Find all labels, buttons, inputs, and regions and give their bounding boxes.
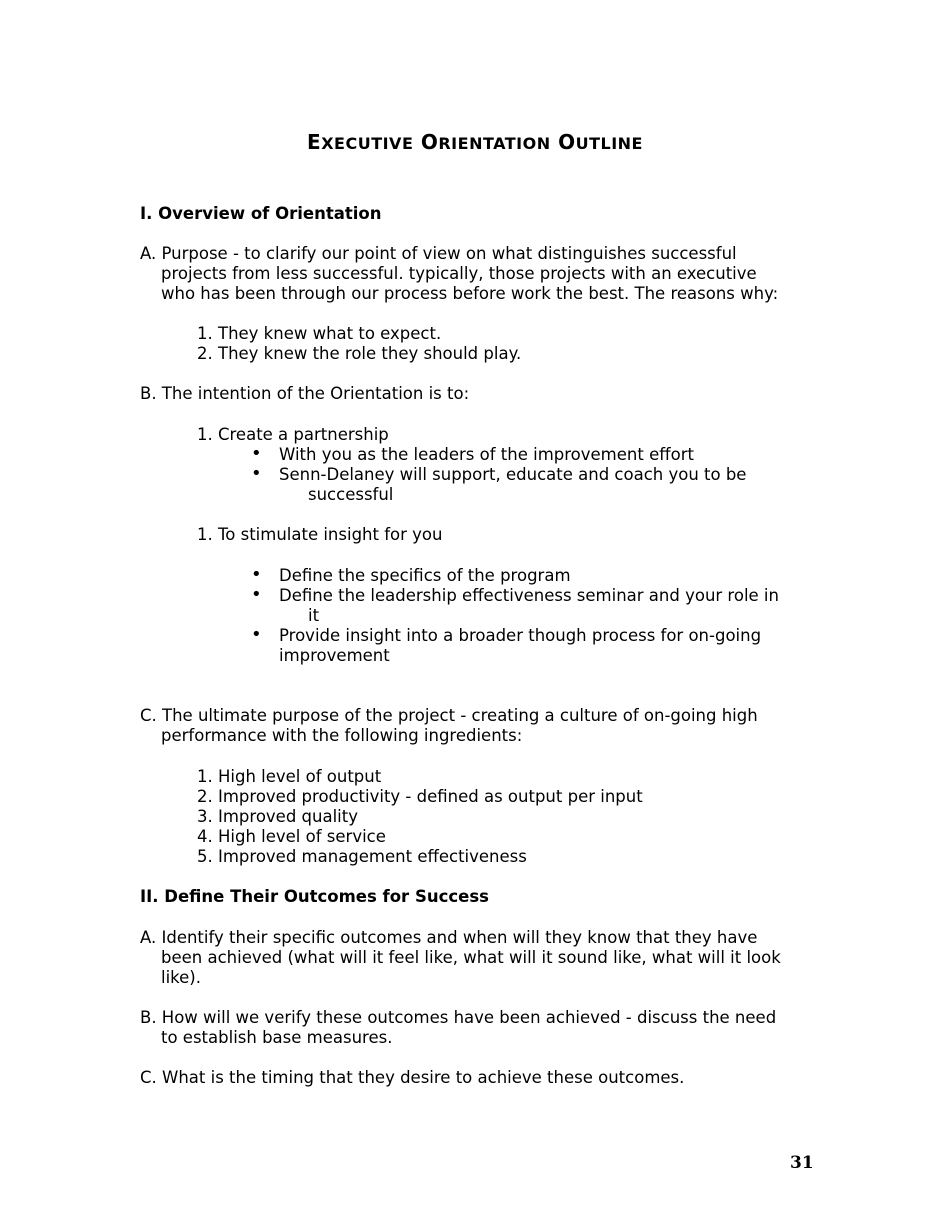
- bullet-icon: •: [251, 624, 262, 645]
- section-1-c-line2: performance with the following ingredients:: [161, 726, 523, 745]
- section-2-b-line1: B. How will we verify these outcomes have been achieved - discuss the need: [140, 1008, 777, 1027]
- list-item: 1. Create a partnership: [197, 425, 389, 444]
- title-part: E: [307, 130, 322, 154]
- bullet-item: Provide insight into a broader though process for on-going: [279, 626, 762, 645]
- bullet-item-continuation: improvement: [279, 646, 390, 665]
- bullet-item: With you as the leaders of the improvement effort: [279, 445, 694, 464]
- bullet-item-continuation: it: [308, 606, 320, 625]
- section-1-b-line1: B. The intention of the Orientation is to:: [140, 384, 470, 403]
- section-1-heading: I. Overview of Orientation: [140, 204, 382, 223]
- section-2-a-line1: A. Identify their specific outcomes and when will they know that they have: [140, 928, 758, 947]
- section-2-c-line1: C. What is the timing that they desire to achieve these outcomes.: [140, 1068, 685, 1087]
- bullet-icon: •: [251, 564, 262, 585]
- bullet-item-continuation: successful: [308, 485, 394, 504]
- section-1-a-line1: A. Purpose - to clarify our point of view on what distinguishes successful: [140, 244, 737, 263]
- bullet-item: Define the specifics of the program: [279, 566, 571, 585]
- title-part: O: [420, 130, 439, 154]
- section-2-heading: II. Define Their Outcomes for Success: [140, 887, 489, 906]
- list-item: 3. Improved quality: [197, 807, 358, 826]
- list-item: 5. Improved management effectiveness: [197, 847, 527, 866]
- list-item: 2. Improved productivity - defined as output per input: [197, 787, 643, 806]
- bullet-item: Define the leadership effectiveness seminar and your role in: [279, 586, 779, 605]
- section-1-c-line1: C. The ultimate purpose of the project - creating a culture of on-going high: [140, 706, 758, 725]
- bullet-icon: •: [251, 443, 262, 464]
- list-item: 2. They knew the role they should play.: [197, 344, 522, 363]
- title-part: O: [558, 130, 576, 154]
- title-part: XECUTIVE: [321, 134, 414, 153]
- bullet-icon: •: [251, 463, 262, 484]
- page-number: 31: [790, 1153, 814, 1173]
- section-1-a-line3: who has been through our process before work the best. The reasons why:: [161, 284, 779, 303]
- title-part: RIENTATION: [438, 134, 551, 153]
- bullet-icon: •: [251, 584, 262, 605]
- bullet-item: Senn-Delaney will support, educate and coach you to be: [279, 465, 747, 484]
- list-item: 4. High level of service: [197, 827, 386, 846]
- page-title: [0, 130, 950, 154]
- list-item: 1. High level of output: [197, 767, 382, 786]
- section-2-a-line3: like).: [161, 968, 201, 987]
- list-item: 1. To stimulate insight for you: [197, 525, 443, 544]
- list-item: 1. They knew what to expect.: [197, 324, 442, 343]
- section-1-a-line2: projects from less successful. typically, those projects with an executive: [161, 264, 757, 283]
- title-part: UTLINE: [575, 134, 643, 153]
- section-2-b-line2: to establish base measures.: [161, 1028, 393, 1047]
- section-2-a-line2: been achieved (what will it feel like, what will it sound like, what will it look: [161, 948, 781, 967]
